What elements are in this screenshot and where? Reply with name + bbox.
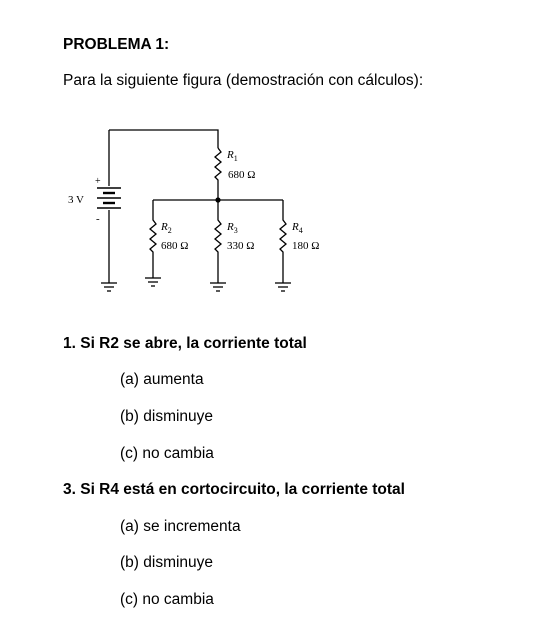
intro-text: Para la siguiente figura (demostración con cálculos): bbox=[63, 72, 424, 89]
question-1: 1. Si R2 se abre, la corriente total bbox=[63, 335, 307, 352]
ground-r3 bbox=[210, 283, 226, 291]
source-label: 3 V bbox=[68, 194, 84, 206]
wire-top bbox=[109, 130, 218, 148]
question-3-option-b: (b) disminuye bbox=[120, 554, 214, 571]
problem-title: PROBLEMA 1: bbox=[63, 36, 170, 53]
r1-zigzag bbox=[215, 148, 221, 200]
r4-name: $R_4$ bbox=[292, 221, 303, 235]
circuit-diagram bbox=[60, 120, 350, 310]
r3-zigzag bbox=[215, 200, 221, 283]
question-1-option-b: (b) disminuye bbox=[120, 408, 214, 425]
r1-name: $R_1$ bbox=[227, 149, 238, 163]
junction-dot bbox=[215, 197, 220, 202]
r4-value: 180 Ω bbox=[292, 240, 320, 252]
question-3-option-a: (a) se incrementa bbox=[120, 518, 241, 535]
r3-name: $R_3$ bbox=[227, 221, 238, 235]
r4-zigzag bbox=[280, 200, 286, 283]
ground-r2 bbox=[145, 278, 161, 286]
battery-symbol bbox=[97, 188, 121, 208]
ground-source bbox=[101, 283, 117, 291]
question-1-option-a: (a) aumenta bbox=[120, 371, 204, 388]
r1-value: 680 Ω bbox=[228, 169, 256, 181]
question-1-option-c: (c) no cambia bbox=[120, 445, 214, 462]
r2-zigzag bbox=[150, 200, 156, 278]
r2-name: $R_2$ bbox=[161, 221, 172, 235]
r3-value: 330 Ω bbox=[227, 240, 255, 252]
source-plus: + bbox=[95, 176, 101, 187]
question-3: 3. Si R4 está en cortocircuito, la corriente total bbox=[63, 481, 405, 498]
question-3-option-c: (c) no cambia bbox=[120, 591, 214, 608]
ground-symbols bbox=[101, 278, 291, 291]
source-minus: - bbox=[96, 213, 100, 225]
r2-value: 680 Ω bbox=[161, 240, 189, 252]
ground-r4 bbox=[275, 283, 291, 291]
